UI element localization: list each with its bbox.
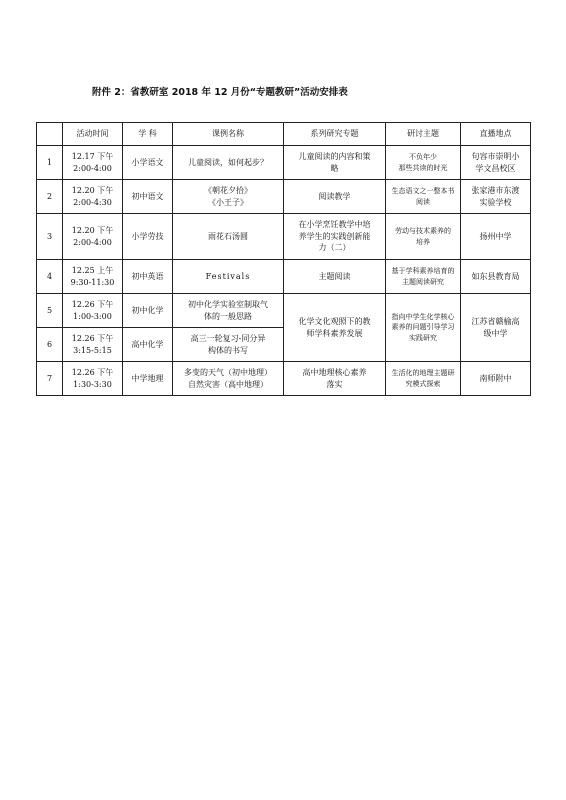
subject: 初中化学 xyxy=(123,294,173,328)
lesson-name: 多变的天气（初中地理） 自然灾害（高中地理） xyxy=(173,362,284,396)
activity-time: 12.25 上午 9:30-11:30 xyxy=(63,260,123,294)
discussion-theme: 不负年少 那些共读的时光 xyxy=(386,146,461,180)
discussion-theme: 基于学科素养培育的 主题阅读研究 xyxy=(386,260,461,294)
broadcast-venue: 江苏省赣榆高 级中学 xyxy=(461,294,531,362)
row-number: 1 xyxy=(37,146,63,180)
lesson-name: 《朝花夕拾》 《小王子》 xyxy=(173,180,284,214)
lesson-name: 雨花石汤圆 xyxy=(173,214,284,260)
activity-time: 12.17 下午 2:00-4:00 xyxy=(63,146,123,180)
table-row xyxy=(37,146,531,180)
lesson-name: 儿童阅读，如何起步？ xyxy=(173,146,284,180)
lesson-name: 初中化学实验室制取气 体的一般思路 xyxy=(173,294,284,328)
header-index xyxy=(37,123,63,146)
header-time: 活动时间 xyxy=(63,123,123,146)
broadcast-venue: 句容市崇明小 学文昌校区 xyxy=(461,146,531,180)
discussion-theme: 劳动与技术素养的 培养 xyxy=(386,214,461,260)
header-subject: 学 科 xyxy=(123,123,173,146)
discussion-theme: 生态语文之一整本书 阅读 xyxy=(386,180,461,214)
subject: 初中英语 xyxy=(123,260,173,294)
header-topic: 系列研究专题 xyxy=(284,123,386,146)
research-topic: 化学文化观照下的教 师学科素养发展 xyxy=(284,294,386,362)
row-number: 3 xyxy=(37,214,63,260)
subject: 中学地理 xyxy=(123,362,173,396)
subject: 小学语文 xyxy=(123,146,173,180)
table-header-row xyxy=(37,123,531,146)
subject: 高中化学 xyxy=(123,328,173,362)
broadcast-venue: 如东县教育局 xyxy=(461,260,531,294)
research-topic: 儿童阅读的内容和策 略 xyxy=(284,146,386,180)
table-row xyxy=(37,214,531,260)
activity-time: 12.20 下午 2:00-4:00 xyxy=(63,214,123,260)
header-theme: 研讨主题 xyxy=(386,123,461,146)
discussion-theme: 生活化的地理主题研 究模式探索 xyxy=(386,362,461,396)
research-topic: 高中地理核心素养 落实 xyxy=(284,362,386,396)
row-number: 6 xyxy=(37,328,63,362)
table-row xyxy=(37,260,531,294)
activity-time: 12.26 下午 1:30-3:30 xyxy=(63,362,123,396)
subject: 初中语文 xyxy=(123,180,173,214)
activity-time: 12.26 下午 1:00-3:00 xyxy=(63,294,123,328)
row-number: 2 xyxy=(37,180,63,214)
table-row xyxy=(37,362,531,396)
row-number: 4 xyxy=(37,260,63,294)
lesson-name: 高三一轮复习-同分异 构体的书写 xyxy=(173,328,284,362)
activity-time: 12.20 下午 2:00-4:30 xyxy=(63,180,123,214)
header-venue: 直播地点 xyxy=(461,123,531,146)
table-row xyxy=(37,294,531,328)
broadcast-venue: 张家港市东渡 实验学校 xyxy=(461,180,531,214)
schedule-table xyxy=(36,122,531,396)
row-number: 5 xyxy=(37,294,63,328)
activity-time: 12.26 下午 3:15-5:15 xyxy=(63,328,123,362)
broadcast-venue: 南师附中 xyxy=(461,362,531,396)
broadcast-venue: 扬州中学 xyxy=(461,214,531,260)
document-title: 附件 2：省教研室 2018 年 12 月份“专题教研”活动安排表 xyxy=(92,87,348,98)
row-number: 7 xyxy=(37,362,63,396)
table-row xyxy=(37,180,531,214)
discussion-theme: 指向中学生化学核心 素养的问题引导学习 实践研究 xyxy=(386,294,461,362)
research-topic: 主题阅读 xyxy=(284,260,386,294)
header-lesson: 课例名称 xyxy=(173,123,284,146)
lesson-name: Festivals xyxy=(173,260,284,294)
research-topic: 阅读教学 xyxy=(284,180,386,214)
subject: 小学劳技 xyxy=(123,214,173,260)
research-topic: 在小学烹饪教学中培 养学生的实践创新能 力（二） xyxy=(284,214,386,260)
